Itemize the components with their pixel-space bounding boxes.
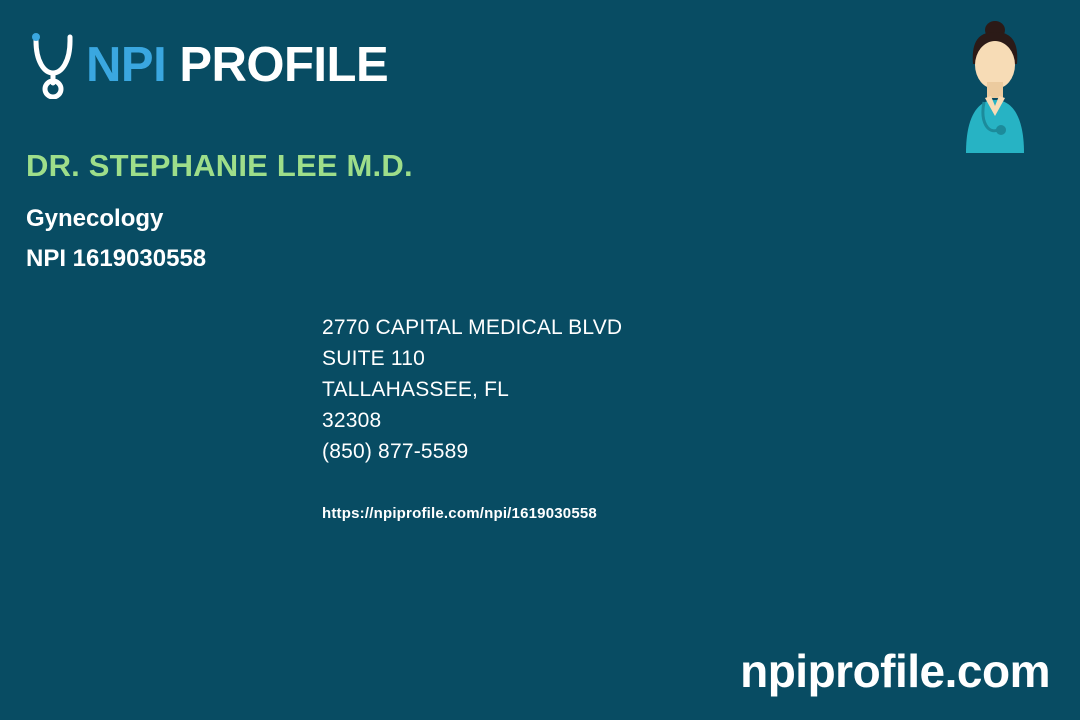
brand-title-npi: NPI: [86, 37, 167, 92]
footer-website: npiprofile.com: [740, 645, 1050, 697]
provider-npi-number: NPI 1619030558: [26, 245, 207, 272]
doctor-avatar-icon: [954, 18, 1036, 153]
profile-url-link[interactable]: https://npiprofile.com/npi/1619030558: [322, 505, 597, 522]
brand-header: [26, 30, 388, 100]
provider-address-block: [322, 312, 622, 467]
address-phone: (850) 877-5589: [322, 440, 469, 463]
stethoscope-icon: [26, 31, 82, 99]
provider-specialty: Gynecology: [26, 205, 164, 232]
brand-title: [86, 37, 389, 92]
provider-name: DR. STEPHANIE LEE M.D.: [26, 148, 413, 183]
address-line: 32308: [322, 409, 382, 432]
address-line: SUITE 110: [322, 347, 425, 370]
brand-title-profile: PROFILE: [179, 37, 389, 92]
address-line: 2770 CAPITAL MEDICAL BLVD: [322, 316, 623, 339]
address-line: TALLAHASSEE, FL: [322, 378, 510, 401]
